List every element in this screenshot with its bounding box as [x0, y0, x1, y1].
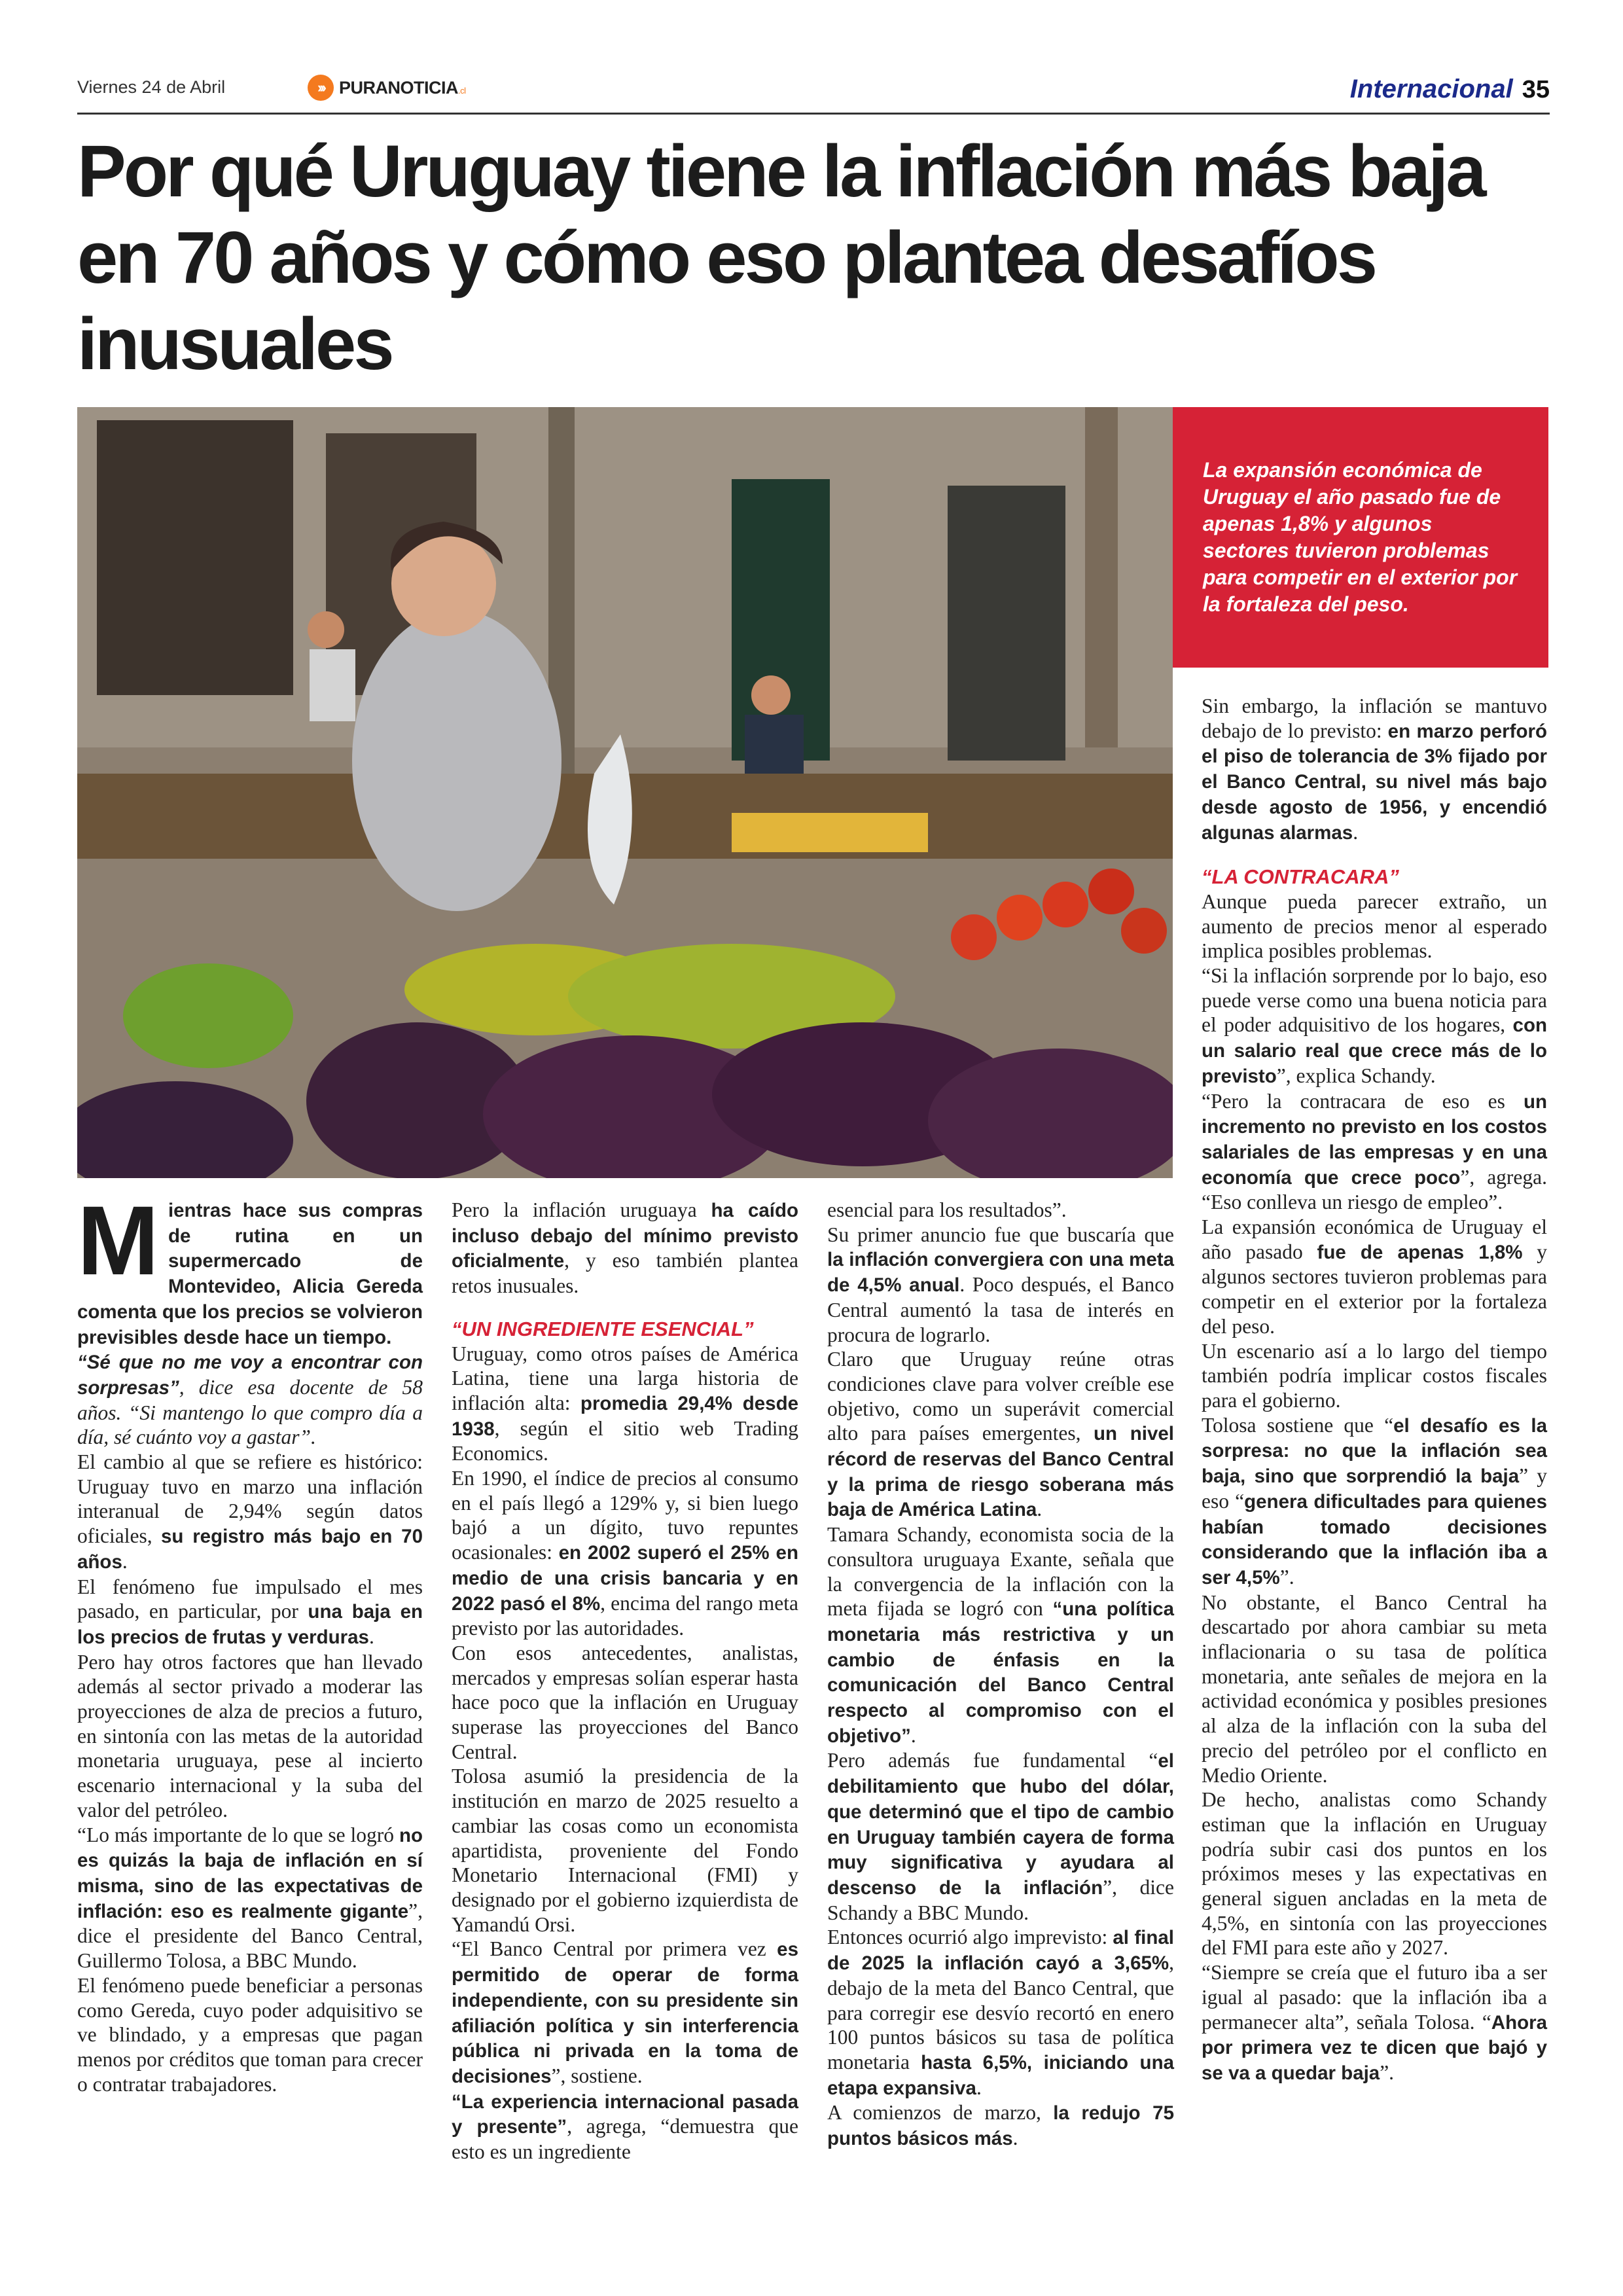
article-column-3: esencial para los resultados”. Su primer anuncio fue que buscaría que la inflación convergiera con una meta de 4,5% anual. Poco después, el Banco Central aumentó la tasa de interés en procura de lograrlo. Claro que Uruguay reúne otras condiciones clave para volver creíble ese objetivo, como un superávit comercial alto para países emergentes, un nivel récord de reservas del Banco Central y la prima de riesgo soberana más baja de América Latina. Tamara Schandy, economista socia de la consultora uruguaya Exante, señala que la convergencia de la inflación con la meta fijada se logró con “una política monetaria más restrictiva y un cambio de énfasis en la comunicación del Banco Central respecto al compromiso con el objetivo”. Pero además fue fundamental “el debilitamiento que hubo del dólar, que determinó que el tipo de cambio en Uruguay también cayera de forma muy significativa y ayudara al descenso de la inflación”, dice Schandy a BBC Mundo. Entonces ocurrió algo imprevisto: al final de 2025 la inflación cayó a 3,65%, debajo de la meta del Banco Central, que para corregir ese desvío recortó en enero 100 puntos básicos su tasa de política monetaria hasta 6,5%, iniciando una etapa expansiva. A comienzos de marzo, la redujo 75 puntos básicos más.: [827, 1198, 1174, 2150]
headline: Por qué Uruguay tiene la inflación más baja en 70 años y cómo eso plantea desafíos inusuales: [77, 130, 1484, 385]
article-column-1: Mientras hace sus compras de rutina en un supermercado de Montevideo, Alicia Gereda comenta que los precios se volvieron previsibles desde hace un tiempo. “Sé que no me voy a encontrar con sorpresas”, dice esa docente de 58 años. “Si mantengo lo que compro día a día, sé cuánto voy a gastar”. El cambio al que se refiere es histórico: Uruguay tuvo en marzo una inflación interanual de 2,94% según datos oficiales, su registro más bajo en 70 años. El fenómeno fue impulsado el mes pasado, en particular, por una baja en los precios de frutas y verduras. Pero hay otros factores que han llevado además al sector privado a moderar las proyecciones de alza de precios a futuro, en sintonía con las metas de la autoridad monetaria uruguaya, pese al incierto escenario internacional y la suba del valor del petróleo. “Lo más importante de lo que se logró no es quizás la baja de inflación en sí misma, sino de las expectativas de inflación: eso es realmente gigante”, dice el presidente del Banco Central, Guillermo Tolosa, a BBC Mundo. El fenómeno puede beneficiar a personas como Gereda, cuyo poder adquisitivo se ve blindado, y a empresas que pagan menos por créditos que toman para crecer o contratar trabajadores.: [77, 1185, 423, 2096]
logo-arrows-icon: ›››: [308, 75, 334, 101]
section-header: [1350, 75, 1550, 104]
section-name: Internacional: [1349, 75, 1513, 103]
publication-logo: [308, 75, 466, 101]
highlight-quote-box: La expansión económica de Uruguay el año pasado fue de apenas 1,8% y algunos sectores tuvieron problemas para competir en el exterior por la fortaleza del peso.: [1173, 407, 1548, 668]
article-column-2: Pero la inflación uruguaya ha caído incluso debajo del mínimo previsto oficialmente, y eso también plantea retos inusuales. “UN INGREDIENTE ESENCIAL” Uruguay, como otros países de América Latina, tiene una larga historia de inflación alta: promedia 29,4% desde 1938, según el sitio web Trading Economics. En 1990, el índice de precios al consumo en el país llegó a 129% y, si bien luego bajó a un dígito, tuvo repuntes ocasionales: en 2002 superó el 25% en medio de una crisis bancaria y en 2022 pasó el 8%, encima del rango meta previsto por las autoridades. Con esos antecedentes, analistas, mercados y empresas solían esperar hasta hace poco que la inflación en Uruguay superase las proyecciones del Banco Central. Tolosa asumió la presidencia de la institución en marzo de 2025 resuelto a cambiar las cosas como un economista apartidista, proveniente del Fondo Monetario Internacional (FMI) y designado por el gobierno izquierdista de Yamandú Orsi. “El Banco Central por primera vez es permitido de operar de forma independiente, con su presidente sin afiliación política y sin interferencia pública ni privada en la toma de decisiones”, sostiene. “La experiencia internacional pasada y presente”, agrega, “demuestra que esto es un ingrediente: [452, 1198, 798, 2164]
page-number: 35: [1522, 76, 1550, 103]
logo-text: PURANOTICIA: [339, 77, 458, 98]
article-column-4: Sin embargo, la inflación se mantuvo debajo de lo previsto: en marzo perforó el piso de tolerancia de 3% fijado por el Banco Central, su nivel más bajo desde agosto de 1956, y encendió algunas alarmas. “LA CONTRACARA” Aunque pueda parecer extraño, un aumento de precios menor al esperado implica posibles problemas. “Si la inflación sorprende por lo bajo, eso puede verse como una buena noticia para el poder adquisitivo de los hogares, con un salario real que crece más de lo previsto”, explica Schandy. “Pero la contracara de eso es un incremento no previsto en los costos salariales de las empresas y en una economía que crece poco”, agrega. “Eso conlleva un riesgo de empleo”. La expansión económica de Uruguay el año pasado fue de apenas 1,8% y algunos sectores tuvieron problemas para competir en el exterior por la fortaleza del peso. Un escenario así a lo largo del tiempo también podría implicar costos fiscales para el gobierno. Tolosa sostiene que “el desafío es la sorpresa: no que la inflación sea baja, sino que sorprendió la baja” y eso “genera dificultades para quienes habían tomado decisiones considerando que la inflación iba a ser 4,5%”. No obstante, el Banco Central ha descartado por ahora cambiar su meta inflacionaria o su tasa de política monetaria, ante señales de mejora en la actividad económica y posibles presiones al alza de la inflación con la suba del precio del petróleo por el conflicto en Medio Oriente. De hecho, analistas como Schandy estiman que la inflación en Uruguay podría subir casi dos puntos en los próximos meses y las expectativas en general siguen ancladas en la meta de 4,5%, en sintonía con las proyecciones del FMI para este año y 2027. “Siempre se creía que el futuro iba a ser igual al pasado: que la inflación iba a permanecer alta”, señala Tolosa. “Ahora por primera vez te dicen que bajó y se va a quedar baja”.: [1202, 694, 1548, 2084]
issue-date: Viernes 24 de Abril: [77, 77, 226, 97]
market-vendor-photo: [77, 407, 1173, 1178]
header-rule: [77, 113, 1550, 115]
logo-suffix: .cl: [458, 85, 466, 96]
